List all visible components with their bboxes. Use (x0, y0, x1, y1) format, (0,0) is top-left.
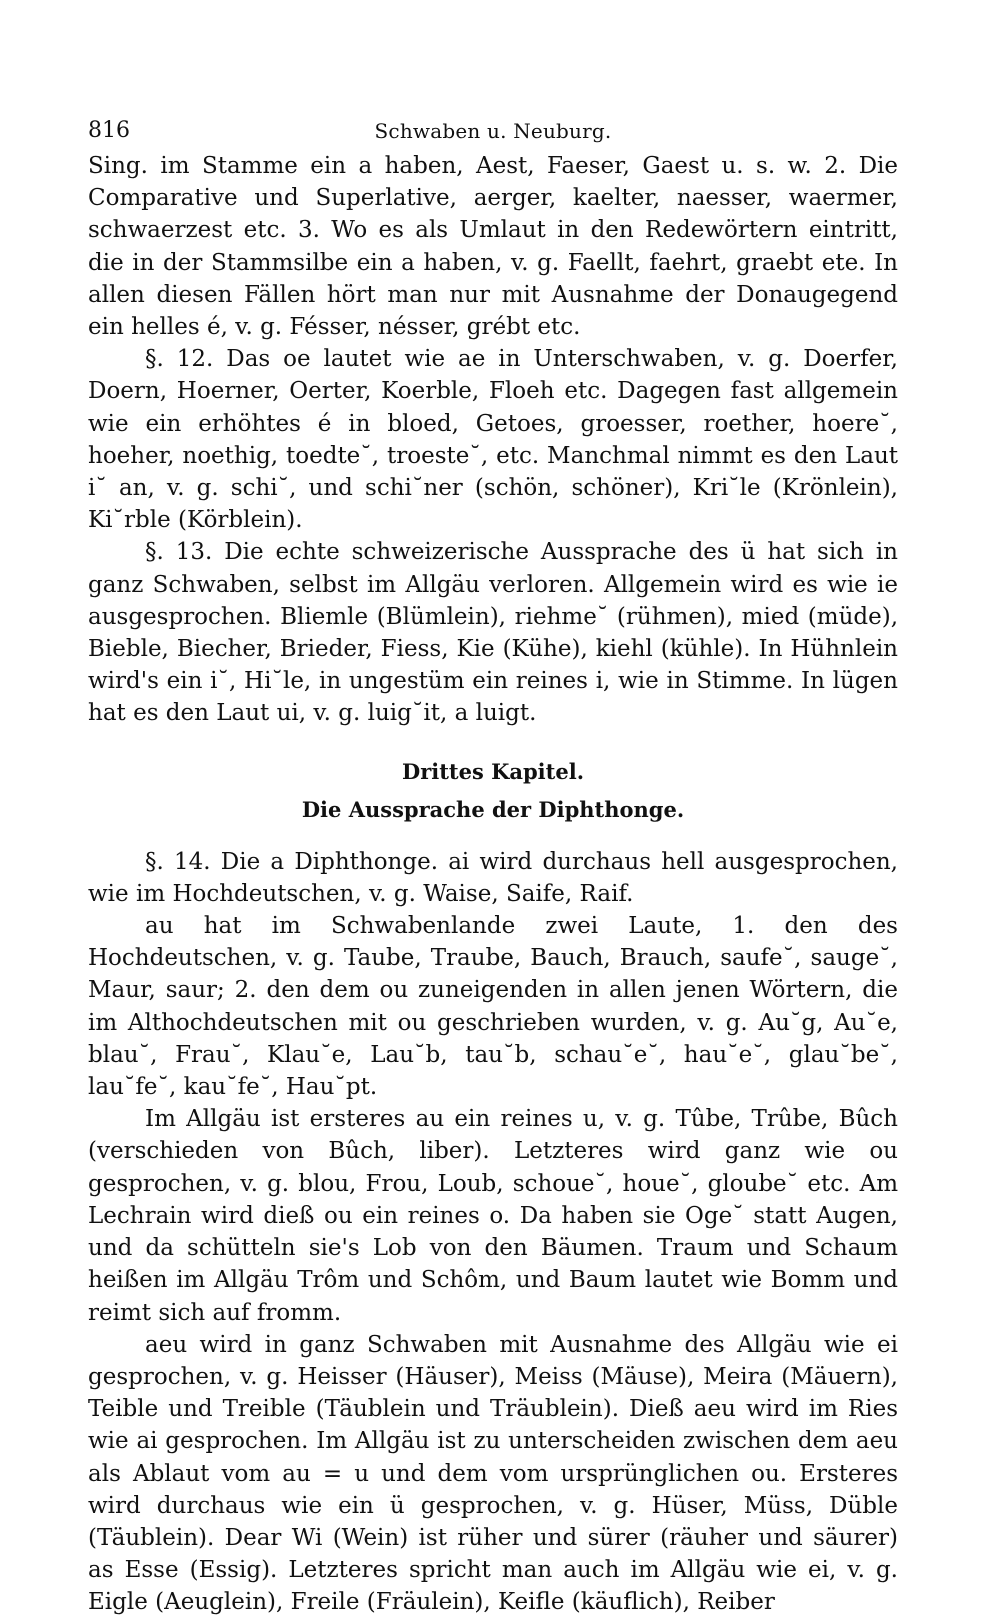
book-page (88, 112, 898, 1619)
chapter-heading: Drittes Kapitel. (401, 758, 585, 784)
paragraph-allgaeu-au: Im Allgäu ist ersteres au ein reines u, v. g. Tûbe, Trûbe, Bûch (verschieden von Bûch, liber). Letzteres wird ganz wie ou gesprochen, v. g. blou, Frou, Loub, schoue˘, houe˘, gloube˘ etc. Am Lechrain wird dieß ou ein reines o. Da haben sie Oge˘ statt Augen, und da schütteln sie's Lob von den Bäumen. Traum und Schaum heißen im Allgäu Trôm und Schôm, und Baum lautet wie Bomm und reimt sich auf fromm. (88, 1106, 898, 1326)
running-title: Schwaben u. Neuburg. (374, 119, 612, 143)
paragraph-au: au hat im Schwabenlande zwei Laute, 1. den des Hochdeutschen, v. g. Taube, Traube, Bauch, Brauch, saufe˘, sauge˘, Maur, saur; 2. den dem ou zuneigenden in allen jenen Wörtern, die im Althochdeutschen mit ou geschrieben wurden, v. g. Au˘g, Au˘e, blau˘, Frau˘, Klau˘e, Lau˘b, tau˘b, schau˘e˘, hau˘e˘, glau˘be˘, lau˘fe˘, kau˘fe˘, Hau˘pt. (88, 913, 898, 1101)
paragraph-section-13: §. 13. Die echte schweizerische Aussprache des ü hat sich in ganz Schwaben, selbst im Allgäu verloren. Allgemein wird es wie ie ausgesprochen. Bliemle (Blümlein), riehme˘ (rühmen), mied (müde), Bieble, Biecher, Brieder, Fiess, Kie (Kühe), kiehl (kühle). In Hühnlein wird's ein i˘, Hi˘le, in ungestüm ein reines i, wie in Stimme. In lügen hat es den Laut ui, v. g. luig˘it, a luigt. (88, 539, 898, 727)
paragraph-section-12: §. 12. Das oe lautet wie ae in Unterschwaben, v. g. Doerfer, Doern, Hoerner, Oerter, Koerble, Floeh etc. Dagegen fast allgemein wie ein erhöhtes é in bloed, Getoes, groesser, roether, hoere˘, hoeher, noethig, toedte˘, troeste˘, etc. Manchmal nimmt es den Laut i˘ an, v. g. schi˘, und schi˘ner (schön, schöner), Kri˘le (Krönlein), Ki˘rble (Körblein). (88, 346, 898, 534)
page-number: 816 (88, 118, 130, 143)
paragraph-section-14: §. 14. Die a Diphthonge. ai wird durchaus hell ausgesprochen, wie im Hochdeutschen, v. g. Waise, Saife, Raif. (88, 848, 898, 907)
chapter-subheading: Die Aussprache der Diphthonge. (301, 796, 685, 822)
paragraph-continuation: Sing. im Stamme ein a haben, Aest, Faeser, Gaest u. s. w. 2. Die Comparative und Superlative, aerger, kaelter, naesser, waermer, schwaerzest etc. 3. Wo es als Umlaut in den Redewörtern eintritt, die in der Stammsilbe ein a haben, v. g. Faellt, faehrt, graebt ete. In allen diesen Fällen hört man nur mit Ausnahme der Donaugegend ein helles é, v. g. Fésser, nésser, grébt etc. (88, 153, 898, 341)
running-head (88, 112, 898, 150)
paragraph-aeu: aeu wird in ganz Schwaben mit Ausnahme des Allgäu wie ei gesprochen, v. g. Heisser (Häuser), Meiss (Mäuse), Meira (Mäuern), Teible und Treible (Täublein und Träublein). Dieß aeu wird im Ries wie ai gesprochen. Im Allgäu ist zu unterscheiden zwischen dem aeu als Ablaut vom au = u und dem vom ursprünglichen ou. Ersteres wird durchaus wie ein ü gesprochen, v. g. Hüser, Müss, Düble (Täublein). Dear Wi (Wein) ist rüher und sürer (räuher und säurer) as Esse (Essig). Letzteres spricht man auch im Allgäu wie ei, v. g. Eigle (Aeuglein), Freile (Fräulein), Keifle (käuflich), Reiber (88, 1331, 898, 1616)
